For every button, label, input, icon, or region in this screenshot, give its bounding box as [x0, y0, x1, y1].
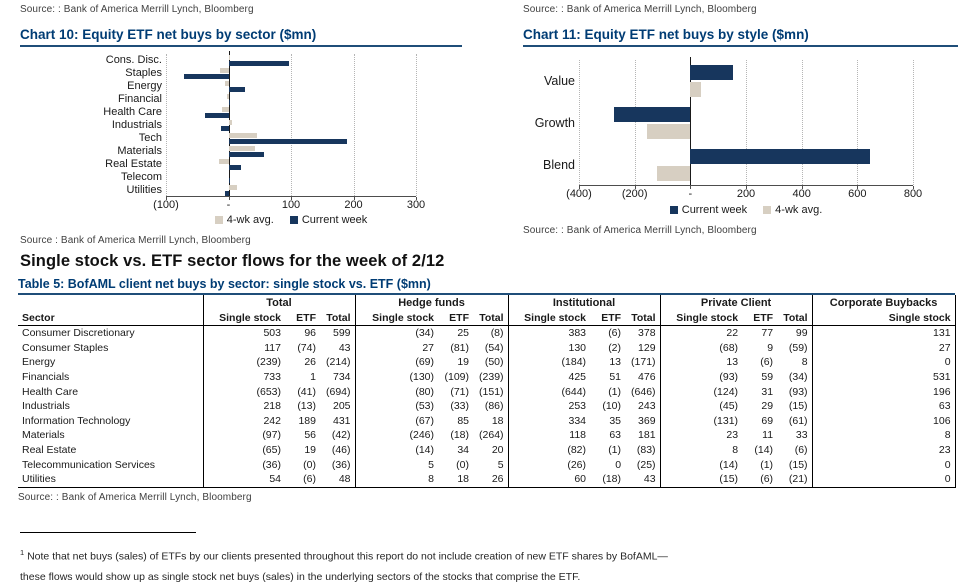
source-note-top-right: Source: : Bank of America Merrill Lynch, Bloomberg	[523, 4, 757, 15]
bar	[229, 178, 230, 183]
column-header: ETF	[285, 311, 320, 326]
value-cell: 99	[795, 327, 808, 340]
value-cell: (18)	[590, 472, 625, 487]
bar	[220, 68, 228, 73]
sector-cell: Financials	[22, 370, 70, 383]
sector-cell: Information Technology	[22, 414, 131, 427]
value-cell: 129	[638, 341, 656, 354]
sector-cell: Industrials	[22, 400, 70, 413]
axis-tick-label: (400)	[566, 188, 592, 200]
x-axis	[566, 186, 923, 201]
column-header: Total	[473, 311, 508, 326]
value-cell: 18	[438, 472, 473, 487]
source-note-chart-11: Source: : Bank of America Merrill Lynch, Bloomberg	[523, 225, 757, 236]
value-cell: 378	[638, 327, 656, 340]
value-cell: 8	[812, 428, 955, 443]
legend-swatch	[763, 206, 771, 214]
axis-tick-label: (200)	[621, 188, 648, 200]
category-label: Telecom	[121, 171, 162, 183]
category-label: Real Estate	[105, 158, 162, 170]
value-cell: 531	[812, 370, 955, 385]
table-group-header-row	[18, 295, 955, 311]
value-cell: (239)	[203, 355, 285, 370]
value-cell: 23	[660, 428, 742, 443]
value-cell: (83)	[636, 443, 656, 456]
value-cell: (59)	[788, 341, 808, 354]
bar	[205, 113, 229, 118]
axis-tick-label: -	[226, 199, 231, 211]
value-cell: (131)	[660, 414, 742, 429]
chart-11	[523, 60, 958, 216]
value-cell: (6)	[742, 472, 777, 487]
value-cell: (61)	[788, 414, 808, 427]
value-cell: (68)	[660, 341, 742, 356]
source-note-chart-10: Source : Bank of America Merrill Lynch, Bloomberg	[20, 235, 251, 246]
value-cell: 18	[491, 414, 504, 427]
plot-area	[166, 54, 416, 197]
footnote-marker: 1	[20, 548, 25, 557]
column-header: ETF	[438, 311, 473, 326]
footnote-divider	[20, 532, 196, 533]
bar	[657, 166, 690, 181]
gridline	[166, 54, 167, 196]
value-cell: 218	[203, 399, 285, 414]
category-labels	[523, 60, 579, 186]
gridline	[354, 54, 355, 196]
bar	[222, 107, 229, 112]
bar	[229, 87, 245, 92]
value-cell: (694)	[326, 385, 351, 398]
value-cell: (264)	[479, 429, 504, 442]
bar	[229, 185, 237, 190]
value-cell: 431	[332, 414, 351, 427]
value-cell: (239)	[479, 370, 504, 383]
value-cell: (54)	[484, 341, 504, 354]
value-cell: (46)	[331, 443, 351, 456]
category-label: Health Care	[103, 106, 162, 118]
table-row	[18, 370, 955, 385]
axis-tick-label: 200	[736, 188, 756, 200]
legend-item	[670, 204, 747, 216]
value-cell: 734	[332, 370, 351, 383]
sector-cell: Consumer Staples	[22, 341, 109, 354]
group-header: Institutional	[508, 295, 660, 311]
value-cell: 476	[638, 370, 656, 383]
value-cell: (15)	[788, 400, 808, 413]
value-cell: 59	[761, 370, 774, 383]
axis-tick-label: 400	[792, 188, 811, 200]
value-cell: (97)	[203, 428, 285, 443]
column-header: Single stock	[812, 311, 955, 326]
chart-10	[20, 54, 462, 226]
value-cell: (93)	[660, 370, 742, 385]
value-cell: 23	[812, 443, 955, 458]
value-cell: 131	[812, 326, 955, 341]
value-cell: (124)	[660, 385, 742, 400]
value-cell: 253	[508, 399, 590, 414]
value-cell: 1	[310, 370, 316, 383]
value-cell: (74)	[297, 341, 316, 354]
value-cell: (15)	[788, 458, 808, 471]
chart-body	[20, 54, 462, 197]
value-cell: 63	[609, 429, 622, 442]
table-row	[18, 428, 955, 443]
plot-area	[579, 60, 913, 186]
value-cell: (14)	[754, 443, 774, 456]
value-cell: 9	[767, 341, 774, 354]
footnote-line-1	[20, 543, 950, 567]
sector-cell: Energy	[22, 356, 56, 369]
section-heading: Single stock vs. ETF sector flows for the week of 2/12	[20, 252, 445, 270]
value-cell: 117	[203, 341, 285, 356]
table-row	[18, 385, 955, 400]
value-cell: (93)	[788, 385, 808, 398]
sector-cell: Materials	[22, 429, 65, 442]
value-cell: 243	[638, 400, 656, 413]
value-cell: 60	[508, 472, 590, 487]
value-cell: 85	[457, 414, 470, 427]
bar	[229, 55, 231, 60]
bar	[221, 126, 229, 131]
axis-tick-label: 300	[406, 199, 426, 211]
value-cell: (653)	[203, 385, 285, 400]
column-header: Single stock	[203, 311, 285, 326]
bar	[229, 133, 258, 138]
bar	[219, 159, 228, 164]
bar	[225, 81, 228, 86]
bar	[184, 74, 228, 79]
bar	[647, 124, 690, 139]
bar	[229, 152, 265, 157]
value-cell: (10)	[602, 400, 622, 413]
value-cell: (2)	[608, 341, 622, 354]
gridline	[746, 60, 747, 185]
value-cell: (14)	[660, 458, 742, 473]
value-cell: 181	[638, 429, 656, 442]
category-label: Cons. Disc.	[105, 54, 162, 66]
value-cell: 77	[761, 327, 774, 340]
axis-tick-label: 100	[281, 199, 301, 211]
axis-tick-label: 200	[344, 199, 363, 211]
value-cell: (36)	[331, 458, 351, 471]
group-header: Private Client	[660, 295, 812, 311]
legend-label: Current week	[681, 204, 748, 216]
value-cell: (67)	[355, 414, 438, 429]
column-header: Total	[777, 311, 812, 326]
chart-body	[523, 60, 958, 186]
value-cell: (130)	[355, 370, 438, 385]
value-cell: (34)	[355, 326, 438, 341]
legend-label: 4-wk avg.	[775, 204, 823, 216]
sector-cell: Telecommunication Services	[22, 458, 156, 471]
group-header: Corporate Buybacks	[812, 295, 955, 311]
bar	[690, 149, 870, 164]
column-header: Single stock	[660, 311, 742, 326]
value-cell: 19	[304, 443, 316, 456]
legend-item	[290, 214, 367, 226]
category-label: Blend	[543, 158, 575, 172]
group-header: Total	[203, 295, 355, 311]
legend-item	[763, 204, 822, 216]
value-cell: (6)	[608, 327, 622, 340]
value-cell: (1)	[608, 443, 622, 456]
value-cell: 5	[497, 458, 504, 471]
chart-11-title: Chart 11: Equity ETF net buys by style ($mn)	[523, 27, 958, 47]
value-cell: (1)	[760, 458, 774, 471]
chart-11-section	[523, 27, 958, 236]
bar	[690, 65, 733, 80]
sector-cell: Consumer Discretionary	[22, 327, 135, 340]
x-axis	[153, 197, 426, 211]
source-note-top-left: Source: : Bank of America Merrill Lynch, Bloomberg	[20, 4, 254, 15]
value-cell: (0)	[456, 458, 470, 471]
chart-10-section	[20, 27, 462, 246]
gridline	[913, 60, 914, 185]
value-cell: 33	[795, 429, 808, 442]
column-header: Total	[625, 311, 660, 326]
value-cell: (151)	[479, 385, 504, 398]
value-cell: 205	[332, 400, 351, 413]
value-cell: 0	[615, 458, 622, 471]
value-cell: (71)	[450, 385, 470, 398]
value-cell: 19	[457, 356, 470, 369]
value-cell: (109)	[444, 370, 470, 383]
value-cell: 56	[304, 429, 316, 442]
category-label: Utilities	[126, 184, 162, 196]
value-cell: (14)	[355, 443, 438, 458]
value-cell: 34	[457, 443, 470, 456]
bar	[229, 165, 242, 170]
value-cell: 130	[508, 341, 590, 356]
table-row	[18, 458, 955, 473]
value-cell: 35	[609, 414, 622, 427]
legend	[579, 204, 913, 216]
table-corner-cell	[18, 295, 203, 311]
value-cell: 29	[761, 400, 774, 413]
axis-tick-label: 600	[848, 188, 867, 200]
value-cell: (81)	[450, 341, 470, 354]
axis-tick-label: -	[688, 188, 693, 200]
value-cell: (82)	[508, 443, 590, 458]
value-cell: (6)	[285, 472, 320, 487]
value-cell: 196	[812, 385, 955, 400]
legend-swatch	[670, 206, 678, 214]
value-cell: (15)	[660, 472, 742, 487]
bar	[229, 146, 255, 151]
source-note-table: Source: : Bank of America Merrill Lynch, Bloomberg	[18, 491, 252, 503]
value-cell: 0	[812, 472, 955, 487]
value-cell: 118	[508, 428, 590, 443]
bar	[229, 100, 231, 105]
value-cell: 5	[355, 458, 438, 473]
value-cell: (26)	[508, 458, 590, 473]
value-cell: 22	[660, 326, 742, 341]
gridline	[416, 54, 417, 196]
value-cell: (41)	[297, 385, 316, 398]
category-label: Energy	[127, 80, 162, 92]
table-row	[18, 443, 955, 458]
column-header: ETF	[742, 311, 777, 326]
value-cell: 8	[660, 443, 742, 458]
column-header: ETF	[590, 311, 625, 326]
table-row	[18, 355, 955, 370]
value-cell: (36)	[203, 458, 285, 473]
axis-tick-label: (100)	[153, 199, 179, 211]
value-cell: 425	[508, 370, 590, 385]
value-cell: 503	[203, 326, 285, 341]
value-cell: 242	[203, 414, 285, 429]
category-label: Financial	[117, 93, 162, 105]
footnote-line-2: these flows would show up as single stock net buys (sales) in the underlying sectors of the stocks that comprise the ETF.	[20, 570, 581, 583]
value-cell: 369	[638, 414, 656, 427]
value-cell: (18)	[450, 429, 470, 442]
value-cell: 43	[338, 341, 351, 354]
flows-table	[18, 295, 956, 488]
value-cell: 63	[812, 399, 955, 414]
category-label: Materials	[117, 145, 162, 157]
bar	[229, 139, 348, 144]
value-cell: 0	[812, 458, 955, 473]
legend	[166, 214, 416, 226]
value-cell: (6)	[794, 443, 808, 456]
value-cell: 96	[304, 327, 316, 340]
value-cell: 26	[473, 472, 508, 487]
value-cell: 27	[812, 341, 955, 356]
gridline	[802, 60, 803, 185]
footnote-text-1: Note that net buys (sales) of ETFs by our clients presented throughout this report do not include creation of new ETF shares by BofAML—	[27, 550, 668, 563]
table-row	[18, 341, 955, 356]
bar	[225, 191, 228, 196]
table-row	[18, 414, 955, 429]
value-cell: 733	[203, 370, 285, 385]
value-cell: 20	[491, 443, 504, 456]
value-cell: 11	[762, 429, 774, 442]
gridline	[857, 60, 858, 185]
value-cell: 25	[457, 327, 470, 340]
category-label: Industrials	[111, 119, 162, 131]
value-cell: (171)	[631, 356, 656, 369]
value-cell: (80)	[355, 385, 438, 400]
value-cell: (53)	[355, 399, 438, 414]
gridline	[579, 60, 580, 185]
sector-cell: Utilities	[18, 472, 203, 487]
bar	[229, 120, 233, 125]
value-cell: (13)	[297, 400, 316, 413]
chart-10-title: Chart 10: Equity ETF net buys by sector ($mn)	[20, 27, 462, 47]
value-cell: (646)	[631, 385, 656, 398]
value-cell: (214)	[326, 356, 351, 369]
value-cell: 106	[812, 414, 955, 429]
value-cell: (0)	[303, 458, 316, 471]
legend-label: 4-wk avg.	[226, 214, 274, 226]
category-label: Tech	[138, 132, 162, 144]
footnote	[20, 532, 950, 587]
value-cell: 334	[508, 414, 590, 429]
value-cell: (45)	[660, 399, 742, 414]
category-label: Staples	[125, 67, 162, 79]
gridline	[291, 54, 292, 196]
legend-item	[215, 214, 274, 226]
sector-cell: Real Estate	[22, 443, 77, 456]
column-header: Single stock	[355, 311, 438, 326]
bar	[690, 82, 701, 97]
value-cell: (69)	[355, 355, 438, 370]
value-cell: 43	[625, 472, 660, 487]
category-labels	[20, 54, 166, 197]
legend-swatch	[215, 216, 223, 224]
table-row	[18, 472, 955, 487]
value-cell: 51	[609, 370, 622, 383]
value-cell: (34)	[788, 370, 808, 383]
bar	[614, 107, 691, 122]
value-cell: (65)	[203, 443, 285, 458]
value-cell: 13	[609, 356, 622, 369]
value-cell: (6)	[760, 356, 774, 369]
value-cell: 54	[203, 472, 285, 487]
table-row	[18, 326, 955, 341]
legend-label: Current week	[301, 214, 368, 226]
axis-tick-label: 800	[903, 188, 923, 200]
table-subheader-row	[18, 311, 955, 326]
value-cell: (8)	[490, 327, 504, 340]
table-row	[18, 399, 955, 414]
value-cell: 189	[298, 414, 316, 427]
table-5-block	[18, 277, 955, 503]
group-header: Hedge funds	[355, 295, 508, 311]
value-cell: (42)	[331, 429, 351, 442]
value-cell: (184)	[508, 355, 590, 370]
sector-column-header: Sector	[18, 311, 203, 326]
bar	[229, 61, 290, 66]
column-header: Total	[320, 311, 355, 326]
column-header: Single stock	[508, 311, 590, 326]
value-cell: 26	[304, 356, 316, 369]
value-cell: 8	[801, 356, 808, 369]
value-cell: (25)	[636, 458, 656, 471]
legend-swatch	[290, 216, 298, 224]
value-cell: 13	[660, 355, 742, 370]
value-cell: (86)	[484, 400, 504, 413]
value-cell: 383	[508, 326, 590, 341]
value-cell: 8	[355, 472, 438, 487]
value-cell: (50)	[484, 356, 504, 369]
gridline	[635, 60, 636, 185]
value-cell: 599	[332, 327, 351, 340]
value-cell: 69	[761, 414, 774, 427]
sector-cell: Health Care	[22, 385, 79, 398]
category-label: Growth	[534, 116, 575, 130]
value-cell: 0	[812, 355, 955, 370]
value-cell: (246)	[355, 428, 438, 443]
value-cell: (1)	[608, 385, 622, 398]
value-cell: 27	[355, 341, 438, 356]
value-cell: (21)	[777, 472, 812, 487]
category-label: Value	[543, 74, 575, 88]
value-cell: (644)	[508, 385, 590, 400]
table-5-title: Table 5: BofAML client net buys by sector: single stock vs. ETF ($mn)	[18, 277, 955, 295]
value-cell: 31	[761, 385, 774, 398]
value-cell: (33)	[450, 400, 470, 413]
bar	[227, 94, 229, 99]
value-cell: 48	[320, 472, 355, 487]
